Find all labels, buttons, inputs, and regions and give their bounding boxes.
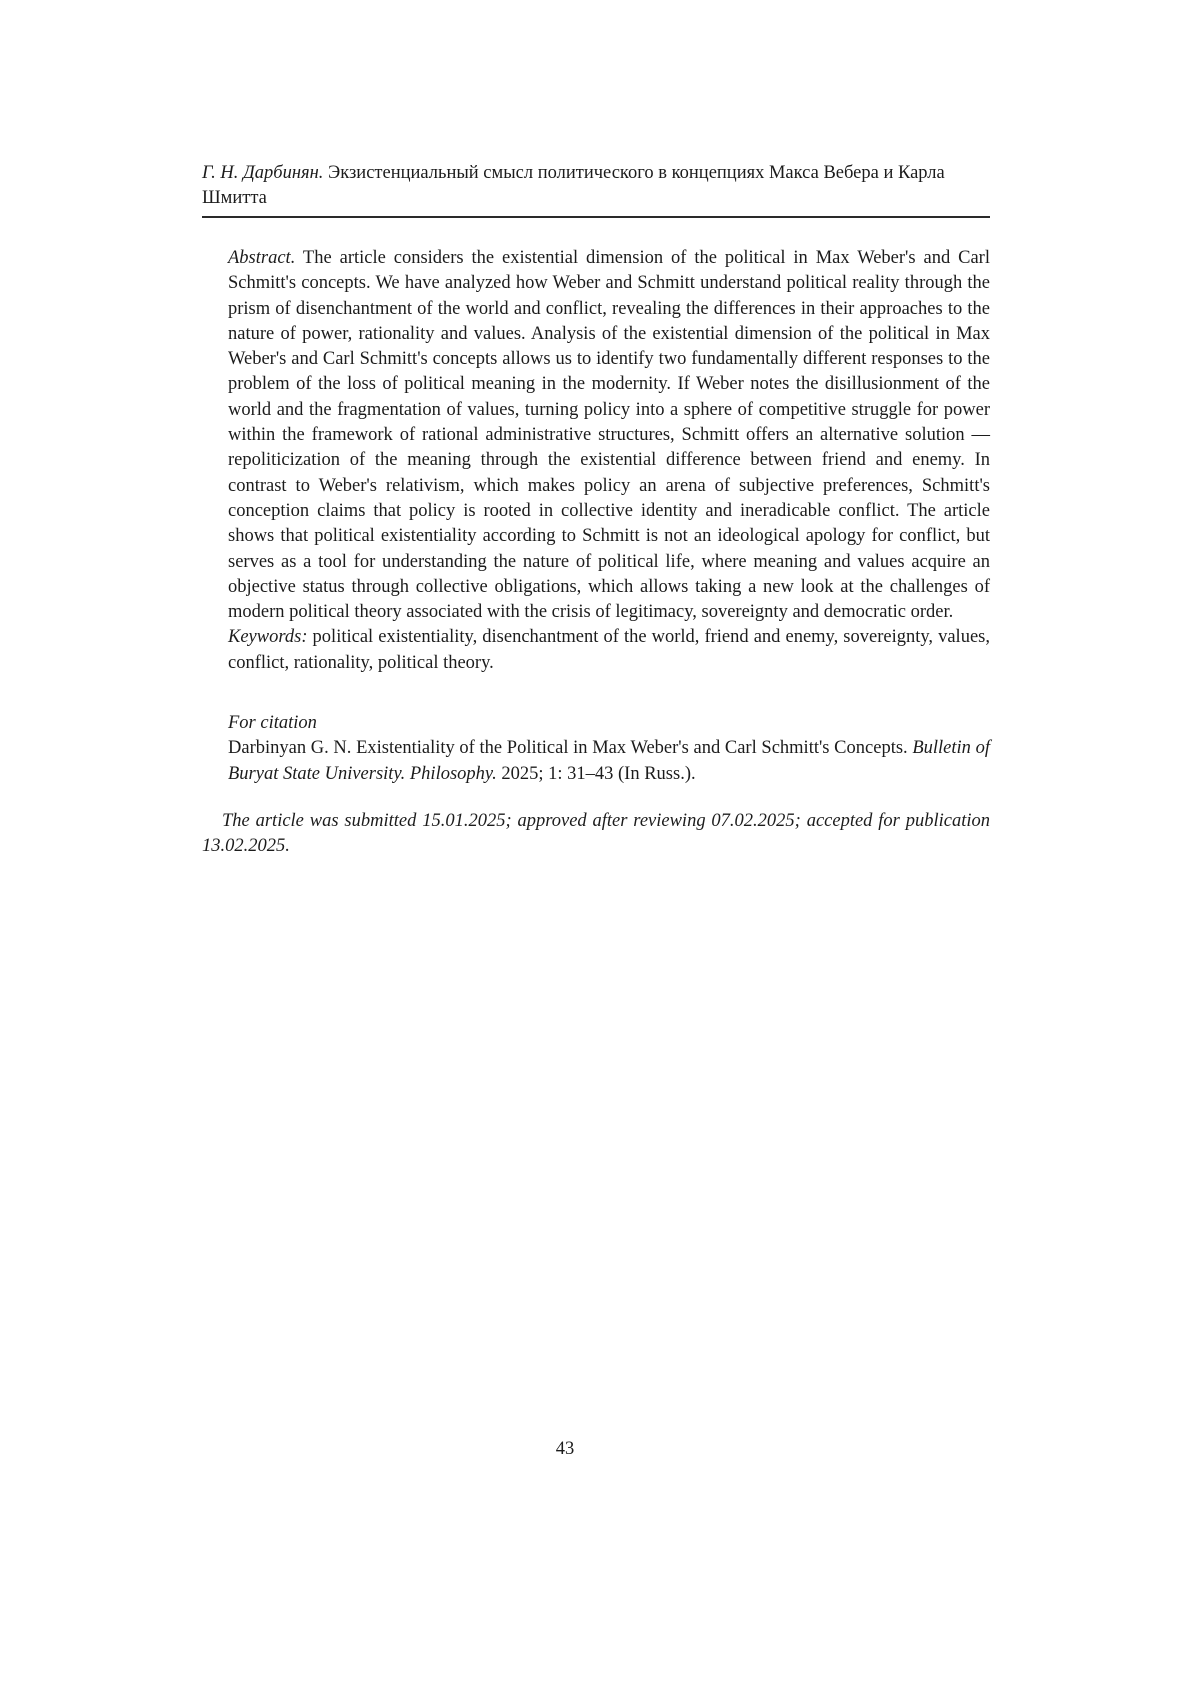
- citation-journal: Bulletin of Buryat State University. Philosophy.: [228, 738, 990, 784]
- page-number: 43: [555, 1439, 575, 1459]
- submission-history: The article was submitted 15.01.2025; approved after reviewing 07.02.2025; accepted for publication 13.02.2025.: [202, 810, 990, 857]
- keywords-label: Keywords:: [228, 627, 308, 648]
- citation-issue: 2025; 1: 31–43 (In Russ.).: [496, 763, 696, 784]
- for-citation-heading: For citation: [228, 713, 317, 734]
- header-rule: [202, 216, 990, 218]
- keywords-paragraph: [228, 625, 990, 676]
- running-header-title: Экзистенциальный смысл политического в концепциях Макса Вебера и Карла Шмитта: [202, 163, 945, 208]
- annotation-block: [228, 246, 990, 787]
- running-header: [202, 161, 990, 211]
- abstract-paragraph: [228, 246, 990, 625]
- citation-authors-title: Darbinyan G. N. Existentiality of the Political in Max Weber's and Carl Schmitt's Concepts.: [228, 738, 913, 759]
- keywords-text: political existentiality, disenchantment of the world, friend and enemy, sovereignty, values, conflict, rationality, political theory.: [228, 627, 990, 673]
- citation-reference: [228, 736, 990, 787]
- abstract-text: The article considers the existential dimension of the political in Max Weber's and Carl Schmitt's concepts. We have analyzed how Weber and Schmitt understand political reality through the prism of disenchantment of the world and conflict, revealing the differences in their approaches to the nature of power, rationality and values. Analysis of the existential dimension of the political in Max Weber's and Carl Schmitt's concepts allows us to identify two fundamentally different responses to the problem of the loss of political meaning in the modernity. If Weber notes the disillusionment of the world and the fragmentation of values, turning policy into a sphere of competitive struggle for power within the framework of rational administrative structures, Schmitt offers an alternative solution — repoliticization of the meaning through the existential difference between friend and enemy. In contrast to Weber's relativism, which makes policy an arena of subjective preferences, Schmitt's conception claims that policy is rooted in collective identity and ineradicable conflict. The article shows that political existentiality according to Schmitt is not an ideological apology for conflict, but serves as a tool for understanding the nature of political life, where meaning and values acquire an objective status through collective obligations, which allows taking a new look at the challenges of modern political theory associated with the crisis of legitimacy, sovereignty and democratic order.: [228, 248, 990, 623]
- running-header-author: Г. Н. Дарбинян.: [202, 163, 324, 183]
- abstract-label: Abstract.: [228, 248, 296, 268]
- page-content: [202, 0, 990, 860]
